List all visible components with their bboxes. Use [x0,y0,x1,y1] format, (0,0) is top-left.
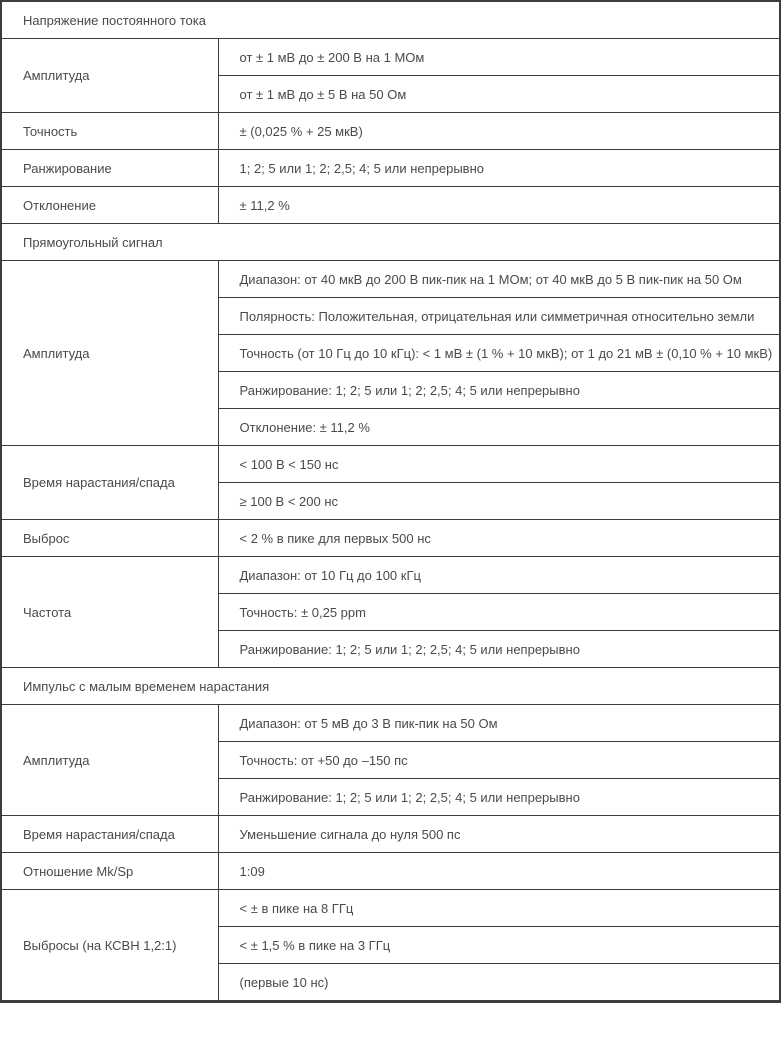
table-row [1,446,780,483]
spec-value: Точность: ± 0,25 ppm [218,594,780,631]
spec-label: Амплитуда [1,705,218,816]
spec-value: Ранжирование: 1; 2; 5 или 1; 2; 2,5; 4; 5 или непрерывно [218,631,780,668]
spec-label: Отклонение [1,187,218,224]
table-row [1,39,780,76]
spec-value: ± (0,025 % + 25 мкВ) [218,113,780,150]
spec-value: Уменьшение сигнала до нуля 500 пс [218,816,780,853]
spec-label: Амплитуда [1,261,218,446]
section-title: Прямоугольный сигнал [1,224,780,261]
table-row [1,853,780,890]
spec-value: < ± в пике на 8 ГГц [218,890,780,927]
table-row [1,816,780,853]
spec-value: ± 11,2 % [218,187,780,224]
spec-value: Диапазон: от 10 Гц до 100 кГц [218,557,780,594]
section-title: Импульс с малым временем нарастания [1,668,780,705]
spec-value: Точность (от 10 Гц до 10 кГц): < 1 мВ ± (1 % + 10 мкВ); от 1 до 21 мВ ± (0,10 % + 10 мкВ) [218,335,780,372]
spec-value: Диапазон: от 40 мкВ до 200 В пик-пик на 1 МОм; от 40 мкВ до 5 В пик-пик на 50 Ом [218,261,780,298]
table-row [1,705,780,742]
spec-value: от ± 1 мВ до ± 5 В на 50 Ом [218,76,780,113]
spec-label: Время нарастания/спада [1,446,218,520]
spec-label: Точность [1,113,218,150]
spec-label: Амплитуда [1,39,218,113]
spec-value: Диапазон: от 5 мВ до 3 В пик-пик на 50 Ом [218,705,780,742]
spec-value: < 100 В < 150 нс [218,446,780,483]
spec-label: Выброс [1,520,218,557]
spec-value: 1; 2; 5 или 1; 2; 2,5; 4; 5 или непрерывно [218,150,780,187]
table-row [1,113,780,150]
spec-value: от ± 1 мВ до ± 200 В на 1 МОм [218,39,780,76]
spec-label: Частота [1,557,218,668]
spec-value: Отклонение: ± 11,2 % [218,409,780,446]
spec-value: Полярность: Положительная, отрицательная или симметричная относительно земли [218,298,780,335]
spec-value: 1:09 [218,853,780,890]
spec-label: Время нарастания/спада [1,816,218,853]
spec-label: Ранжирование [1,150,218,187]
table-row [1,187,780,224]
spec-label: Выбросы (на КСВН 1,2:1) [1,890,218,1002]
section-title: Напряжение постоянного тока [1,1,780,39]
spec-value: Ранжирование: 1; 2; 5 или 1; 2; 2,5; 4; 5 или непрерывно [218,779,780,816]
spec-label: Отношение Mk/Sp [1,853,218,890]
spec-value: Точность: от +50 до –150 пс [218,742,780,779]
table-row [1,557,780,594]
section-row [1,668,780,705]
spec-value: < ± 1,5 % в пике на 3 ГГц [218,927,780,964]
table-row [1,890,780,927]
section-row [1,1,780,39]
section-row [1,224,780,261]
table-row [1,261,780,298]
spec-value: Ранжирование: 1; 2; 5 или 1; 2; 2,5; 4; 5 или непрерывно [218,372,780,409]
spec-value: < 2 % в пике для первых 500 нс [218,520,780,557]
table-row [1,150,780,187]
spec-value: ≥ 100 В < 200 нс [218,483,780,520]
table-row [1,520,780,557]
spec-value: (первые 10 нс) [218,964,780,1002]
